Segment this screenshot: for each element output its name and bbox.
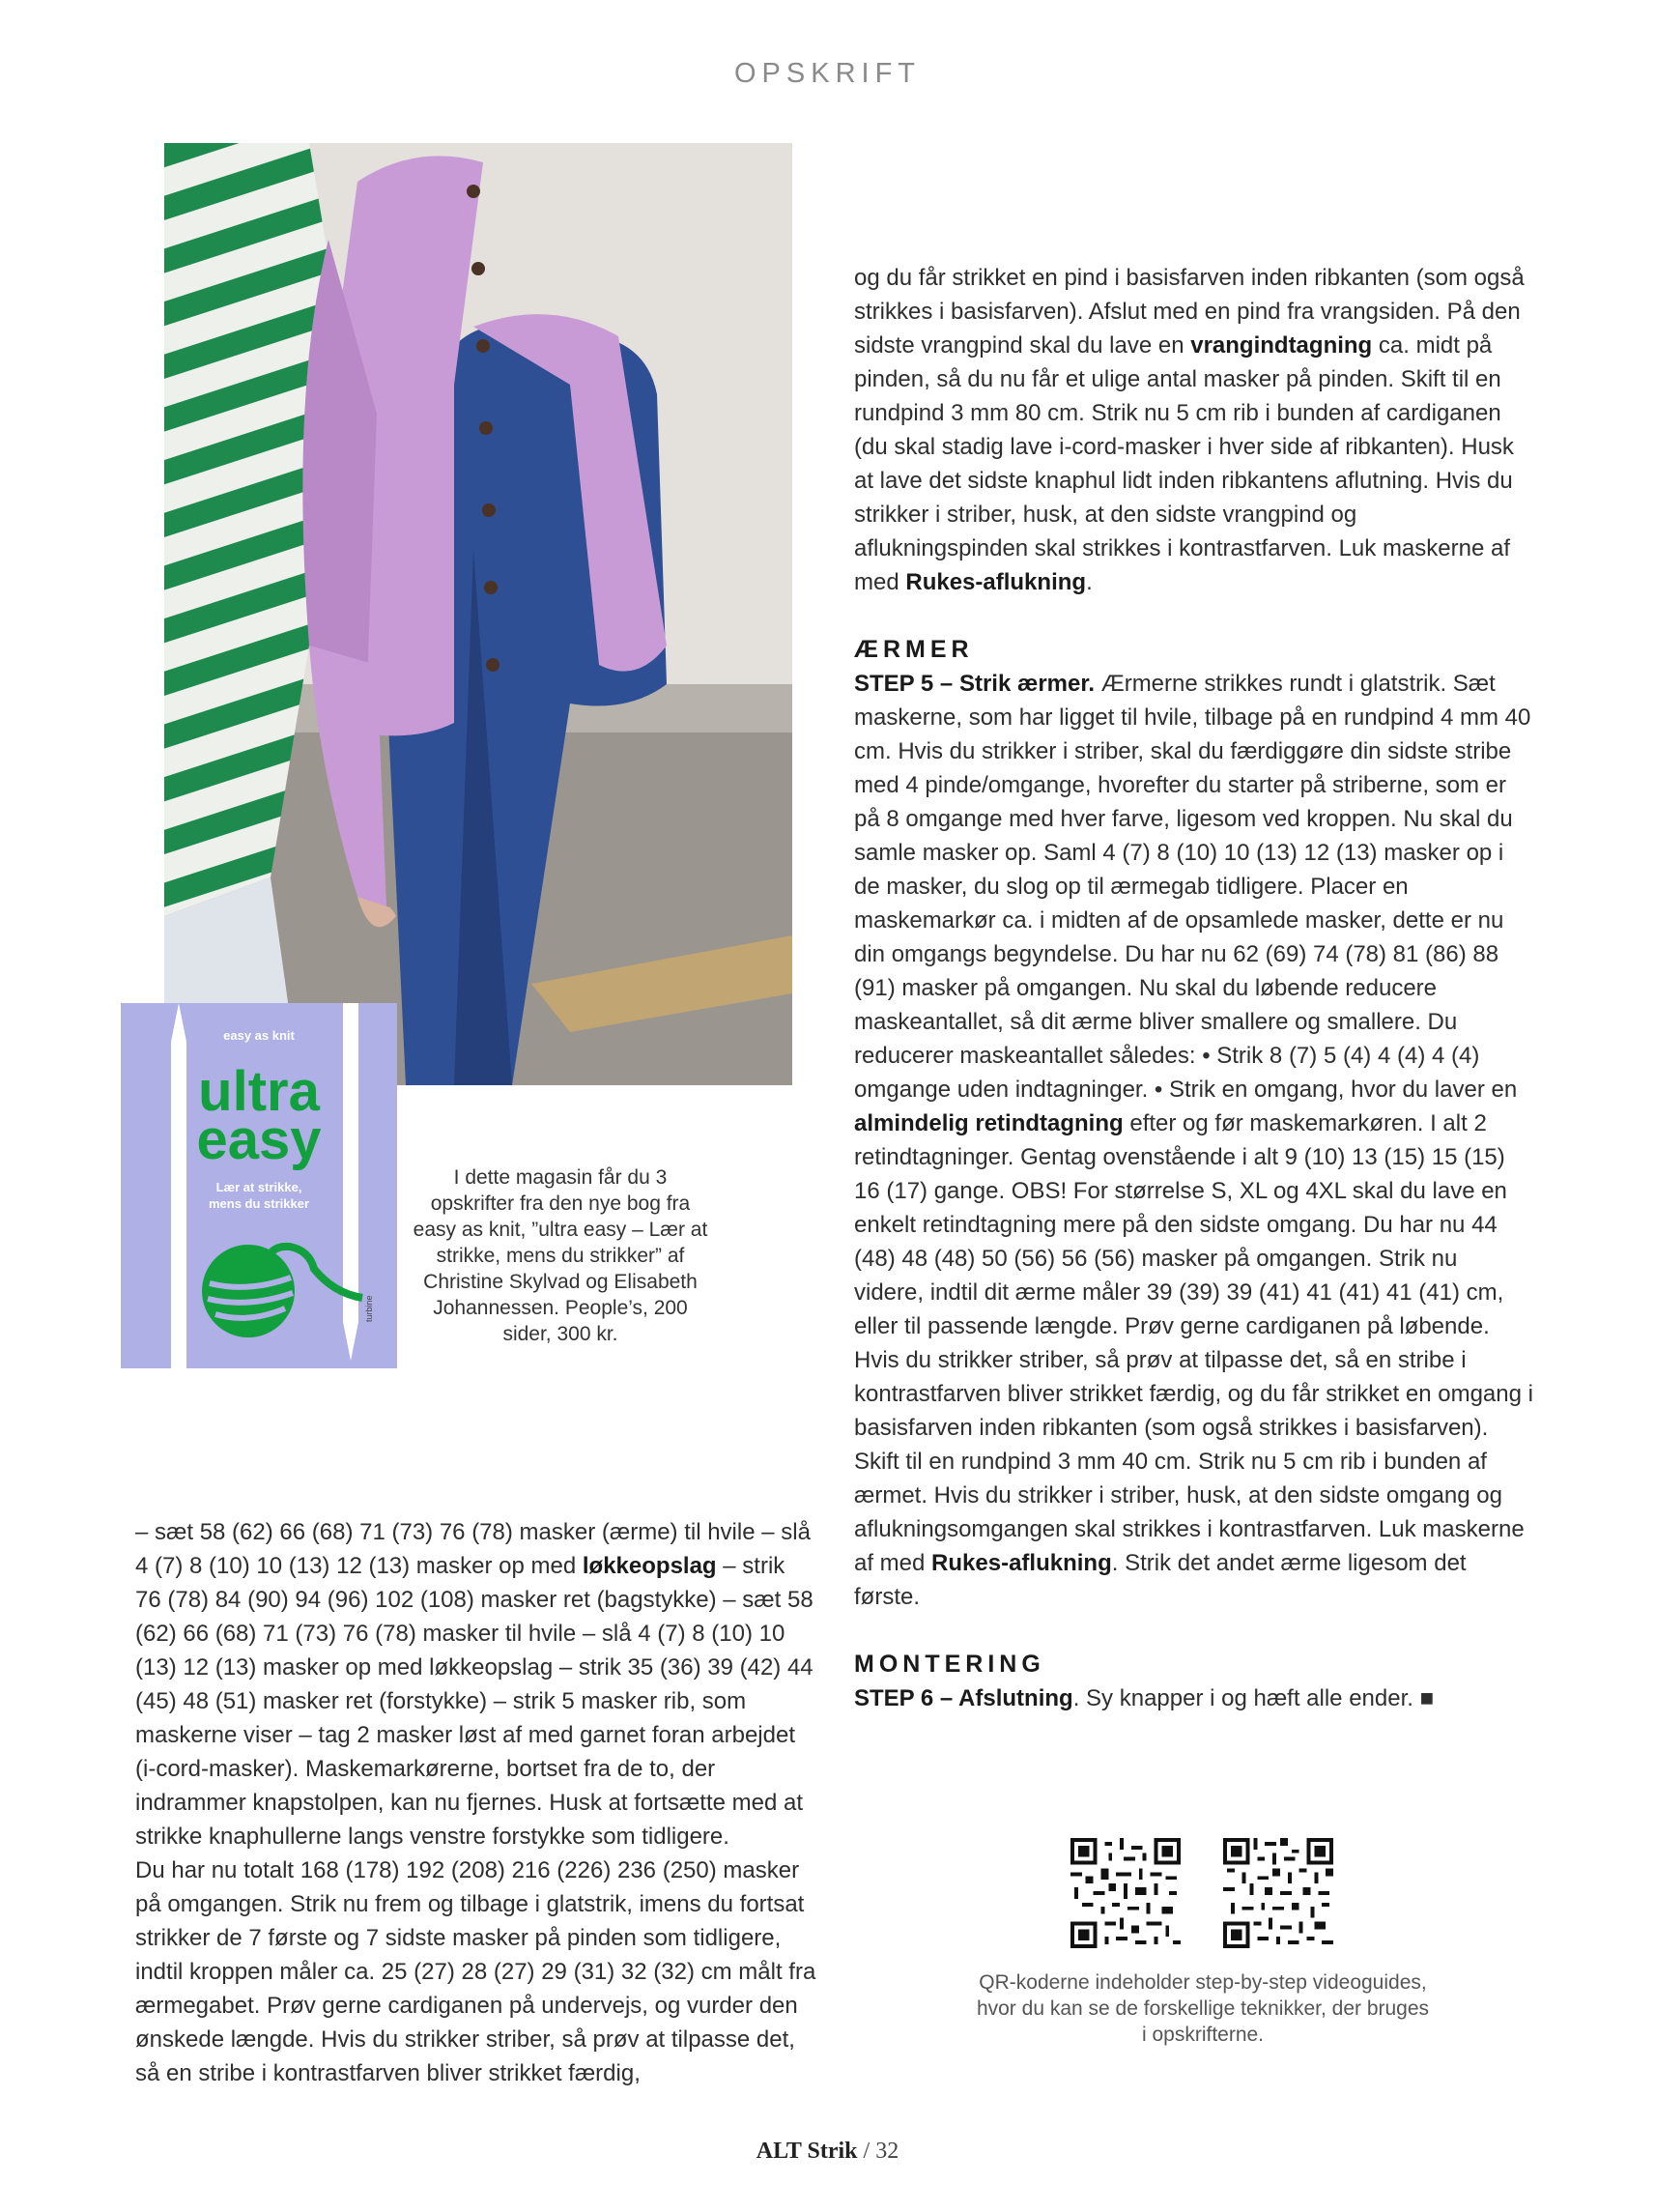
qr-caption: QR-koderne indeholder step-by-step videoguides, hvor du kan se de forskellige teknikker, der bruges i opskrifterne. [976,1971,1430,2046]
book-subtitle-line1: Lær at strikke, [215,1180,302,1194]
text-run: og du får strikket en pind i basisfarven inden ribkanten (som også strikkes i basisfarven). Afslut med en pind fra vrangsiden. På den sidste vrangpind skal du lave en [854,265,1525,359]
left-column [135,1515,816,2090]
term-lokkeopslag: løkkeopslag [582,1553,717,1579]
book-publisher: easy as knit [223,1028,295,1043]
qr-codes [1070,1838,1333,1948]
book-title-line2: easy [196,1108,322,1171]
page-footer [0,2139,1655,2165]
text-run: efter og før maskemarkøren. I alt 2 retindtagninger. Gentag ovenstående i alt 9 (10) 13 (15) 15 (15) 16 (17) gange. OBS! For størrelse S, XL og 4XL skal du lave en enkelt retindtagning mere på den sidste omgang. Du har nu 44 (48) 48 (48) 50 (56) 56 (56) masker på omgangen. Strik nu videre, indtil dit ærme måler 39 (39) 39 (41) 41 (41) 41 (41) cm, eller til passende længde. Prøv gerne cardiganen på løbende. Hvis du strikker striber, så prøv at tilpasse det, så en stribe i kontrastfarven bliver strikket færdig, og du får strikket en omgang i basisfarven inden ribkanten (som også strikkes i basisfarven). Skift til en rundpind 3 mm 40 cm. Strik nu 5 cm rib i bunden af ærmet. Hvis du strikker i striber, husk, at den sidste omgang og aflukningsomgangen skal strikkes i kontrastfarven. Luk maskerne af med [854,1110,1533,1576]
term-vrangindtagning: vrangindtagning [1190,332,1373,359]
heading-assembly: MONTERING [854,1651,1045,1678]
term-almindelig-retindtagning: almindelig retindtagning [854,1110,1124,1136]
text-run: Ærmerne strikkes rundt i glatstrik. Sæt maskerne, som har ligget til hvile, tilbage på en rundpind 4 mm 40 cm. Hvis du strikker i striber, skal du færdiggøre din sidste stribe med 4 pinde/omgange, hvorefter du starter på striberne, som er på 8 omgange med hver farve, ligesom ved kroppen. Nu skal du samle masker op. Saml 4 (7) 8 (10) 10 (13) 12 (13) masker op i de masker, du slog op til ærmegab tidligere. Placer en maskemarkør ca. i midten af de opsamlede masker, dette er nu din omgangs begyndelse. Du har nu 62 (69) 74 (78) 81 (86) 88 (91) masker på omgangen. Nu skal du løbende reducere maskeantallet, så dit ærme bliver smallere og smallere. Du reducerer maskeantallet således: • Strik 8 (7) 5 (4) 4 (4) 4 (4) omgange uden indtagninger. • Strik en omgang, hvor du laver en [854,671,1531,1103]
book-caption: I dette magasin får du 3 opskrifter fra den nye bog fra easy as knit, ”ultra easy – Lær at strikke, mens du strikker” af Christine Skylvad og Elisabeth Johannessen. People’s, 200 sider, 300 kr. [413,1166,708,1345]
step5-label: STEP 5 – Strik ærmer. [854,671,1096,697]
right-column [854,261,1533,1715]
body-paragraph-2: Du har nu totalt 168 (178) 192 (208) 216 (226) 236 (250) masker på omgangen. Strik nu frem og tilbage i glatstrik, imens du fortsat strikker de 7 første og 7 sidste masker på pinden som tidligere, indtil kroppen måler ca. 25 (27) 28 (27) 29 (31) 32 (32) cm målt fra ærmegabet. Prøv gerne cardiganen på undervejs, og vurder den ønskede længde. Hvis du strikker striber, så prøv at tilpasse det, så en stribe i kontrastfarven bliver strikket færdig, [135,1857,816,2086]
text-run: . [1086,569,1093,595]
step5-paragraph [854,667,1533,1614]
magazine-name: ALT Strik [756,2139,858,2164]
step6-label: STEP 6 – Afslutning [854,1685,1073,1711]
qr-code-icon[interactable] [1070,1838,1181,1948]
book-spine-text: turbine [364,1295,374,1322]
model-photo [164,143,792,1085]
body-paragraph [135,1515,816,1853]
book-cover [121,1003,397,1368]
cardigan-photo-illustration [164,143,792,1085]
text-run: . Strik det andet ærme ligesom det første. [854,1550,1467,1610]
intro-paragraph [854,261,1533,599]
text-run: . Sy knapper i og hæft alle ender. ■ [1072,1685,1435,1711]
book-subtitle-line2: mens du strikker [208,1196,310,1211]
term-rukes-aflukning: Rukes-aflukning [931,1550,1112,1576]
section-label: OPSKRIFT [733,58,921,89]
qr-code-icon[interactable] [1223,1838,1333,1948]
heading-sleeves: ÆRMER [854,636,974,663]
term-rukes-aflukning: Rukes-aflukning [905,569,1087,595]
text-run: ca. midt på pinden, så du nu får et ulige antal masker på pinden. Skift til en rundpind 3 mm 80 cm. Strik nu 5 cm rib i bunden af cardiganen (du skal stadig lave i-cord-masker i hver side af ribkanten). Husk at lave det sidste knaphul lidt inden ribkantens aflutning. Hvis du strikker i striber, husk, at den sidste vrangpind og aflukningspinden skal strikkes i kontrastfarven. Luk maskerne af med [854,332,1514,595]
text-run: – strik 76 (78) 84 (90) 94 (96) 102 (108) masker ret (bagstykke) – sæt 58 (62) 66 (68) 71 (73) 76 (78) masker til hvile – slå 4 (7) 8 (10) 10 (13) 12 (13) masker op med løkkeopslag – strik 35 (36) 39 (42) 44 (45) 48 (51) masker ret (forstykke) – strik 5 masker rib, som maskerne viser – tag 2 masker løst af med garnet foran arbejdet (i-cord-masker). Maskemarkørerne, bortset fra de to, der indrammer knapstolpen, kan nu fjernes. Husk at fortsætte med at strikke knaphullerne langs venstre forstykke som tidligere. [135,1553,813,1850]
footer-separator: / [857,2139,876,2164]
text-run: – sæt 58 (62) 66 (68) 71 (73) 76 (78) masker (ærme) til hvile – slå 4 (7) 8 (10) 10 (13) 12 (13) masker op med [135,1519,811,1579]
book-title-line1: ultra [198,1060,320,1123]
page-number: 32 [875,2139,899,2164]
step6-paragraph [854,1681,1533,1715]
